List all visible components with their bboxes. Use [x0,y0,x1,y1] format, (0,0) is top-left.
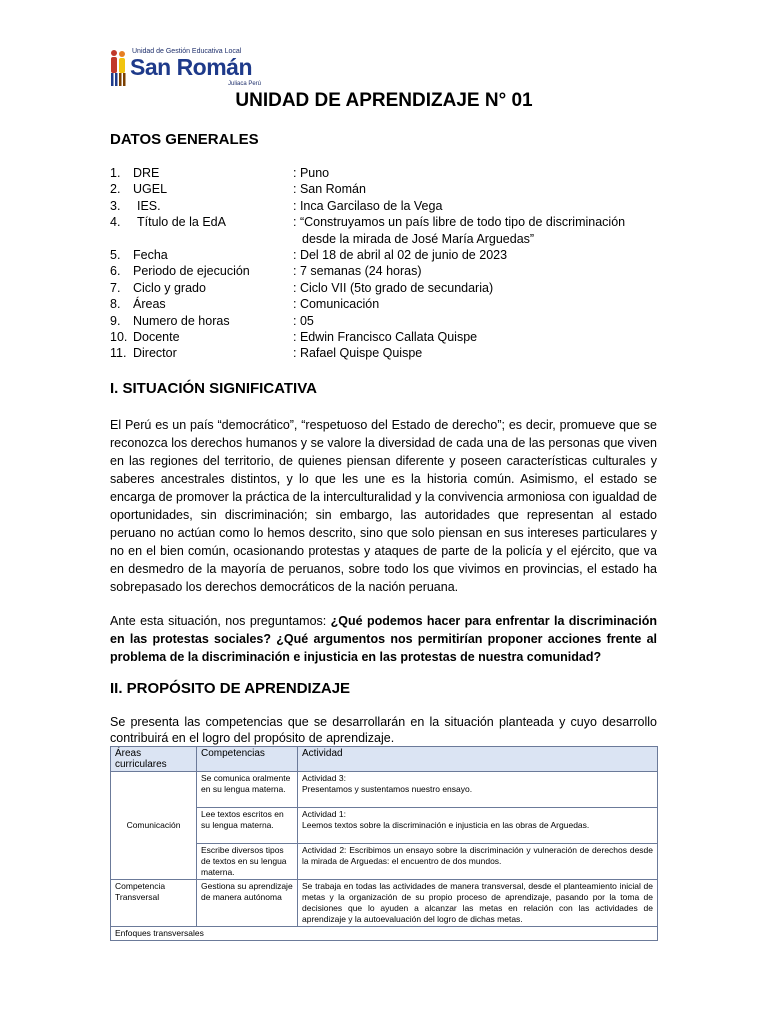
situacion-question-paragraph: Ante esta situación, nos preguntamos: ¿Qué podemos hacer para enfrentar la discriminación en las protestas sociales? ¿Qué argumentos nos permitirían proponer acciones frente al problema de la discriminación e injusticia en las protestas de nuestra comunidad? [110,614,657,664]
document-title: UNIDAD DE APRENDIZAJE N° 01 [235,90,533,111]
datos-item: 1. DRE : Puno [110,166,330,180]
enfoques-transversales: Enfoques transversales [111,927,658,941]
table-row [111,927,658,941]
proposito-heading: II. PROPÓSITO DE APRENDIZAJE [110,680,351,697]
datos-item: 9. Numero de horas : 05 [110,313,314,328]
situacion-heading: I. SITUACIÓN SIGNIFICATIVA [110,380,317,397]
datos-item: 8. Áreas : Comunicación [110,297,380,312]
datos-item: 7. Ciclo y grado : Ciclo VII (5to grado de secundaria) [110,280,494,295]
datos-item: 6. Periodo de ejecución : 7 semanas (24 horas) [110,264,422,279]
datos-item: 10. Docente : Edwin Francisco Callata Quispe [110,329,478,344]
situacion-paragraph: El Perú es un país “democrático”, “respetuoso del Estado de derecho”; es decir, promueve que se reconozca los derechos humanos y se valore la diversidad de cada una de las personas que viven en las regiones del territorio, de quienes piensan diferente y poseen características culturales y saberes ancestrales distintos, y lo que les une es la historia común. Asimismo, el estado se encarga de promover la práctica de la interculturalidad y la convivencia armoniosa con igualdad de oportunidades, sin discriminación; sin embargo, las autoridades que representan al estado peruano no actúan como lo hemos descrito, sino que solo piensan en sus intereses particulares y no en el bien común, ocasionando protestas y ataques de parte de la policía y el ejército, que va en desmedro de la mayoría de peruanos, sobre todo los que vivimos en provincias, el estado ha sobrepasado los derechos democráticos de la nación peruana. [110,418,657,594]
datos-item: 4. Título de la EdA : “Construyamos un país libre de todo tipo de discriminación desde la mirada de José María Arguedas” [110,215,626,246]
datos-item: 11. Director : Rafael Quispe Quispe [110,346,423,361]
actividad-cell: Actividad 3: Presentamos y sustentamos nuestro ensayo. [298,772,658,808]
header-areas: Áreas curriculares [111,747,197,772]
competencia-cell: Gestiona su aprendizaje de manera autónoma [197,880,298,927]
actividad-cell: Se trabaja en todas las actividades de manera transversal, desde el planteamiento inicial de metas y la organización de su propio proceso de aprendizaje, pasando por la toma de decisiones que lo ayuden a alcanzar las metas en relación con las actividades de aprendizaje y la autoevaluación del logro de dichas metas. [298,880,658,927]
area-comunicacion: Comunicación [111,772,197,880]
datos-item: 3. IES. : Inca Garcilaso de la Vega [110,198,443,213]
actividad-cell: Actividad 2: Escribimos un ensayo sobre la discriminación y vulneración de derechos desde la mirada de Arguedas: el encuentro de dos mundos. [298,844,658,880]
competencias-table [110,746,658,941]
table-row [111,772,658,808]
ugel-logo [108,46,262,90]
table-row [111,880,658,927]
table-header-row [111,747,658,772]
area-transversal: Competencia Transversal [111,880,197,927]
proposito-intro: Se presenta las competencias que se desarrollarán en la situación planteada y cuyo desarrollo contribuirá en el logro del propósito de aprendizaje. [110,715,657,745]
header-actividad: Actividad [298,747,658,772]
competencia-cell: Se comunica oralmente en su lengua materna. [197,772,298,808]
competencia-cell: Lee textos escritos en su lengua materna. [197,808,298,844]
datos-item: 2. UGEL : San Román [110,182,366,197]
logo-sub-text: Juliaca Perú [228,81,262,87]
header-competencias: Competencias [197,747,298,772]
people-figure-icon [108,48,128,88]
competencia-cell: Escribe diversos tipos de textos en su lengua materna. [197,844,298,880]
datos-generales-list [110,166,670,363]
actividad-cell: Actividad 1: Leemos textos sobre la discriminación e injusticia en las obras de Arguedas. [298,808,658,844]
logo-top-text: Unidad de Gestión Educativa Local [132,48,242,55]
logo-name: San Román [130,54,253,80]
datos-generales-heading: DATOS GENERALES [110,131,259,148]
datos-item: 5. Fecha : Del 18 de abril al 02 de junio de 2023 [110,247,508,262]
